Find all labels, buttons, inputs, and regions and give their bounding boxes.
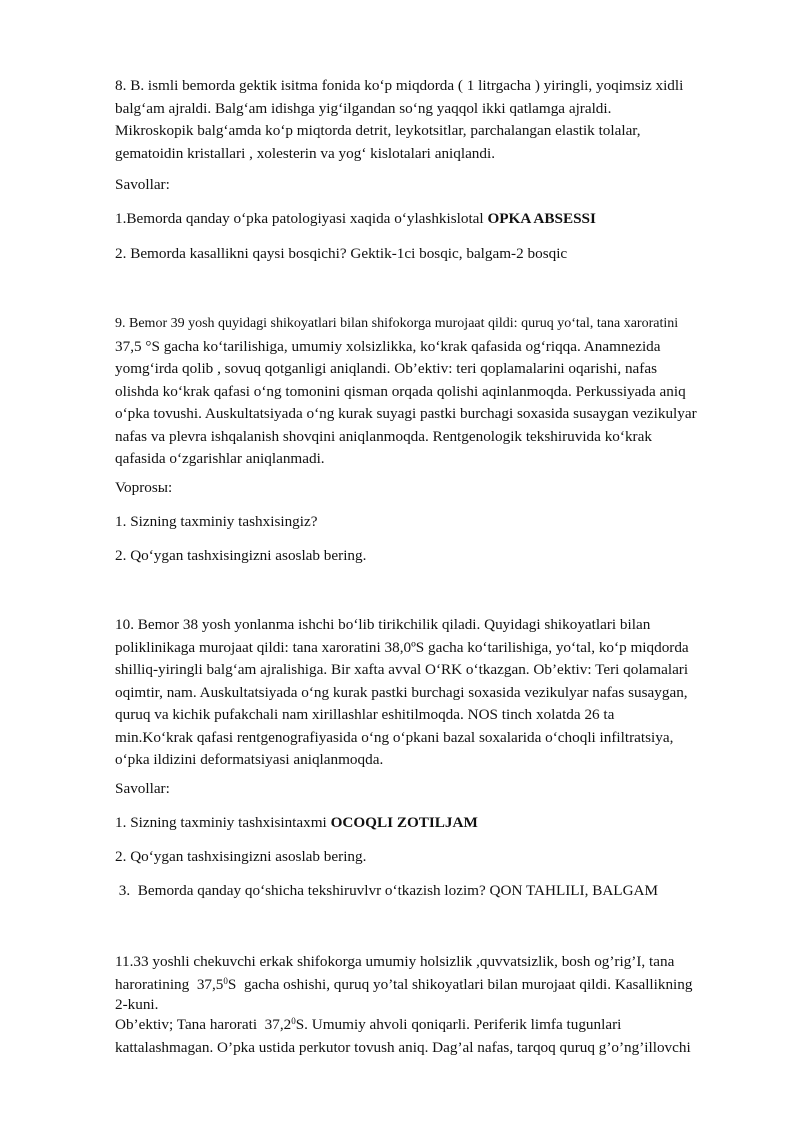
case-8-question-2: 2. Bemorda kasallikni qaysi bosqichi? Gektik-1ci bosqic, balgam-2 bosqic — [115, 245, 568, 262]
case-8-questions-heading: Savollar: — [115, 176, 170, 193]
case-8-line: 8. B. ismli bemorda gektik isitma fonida ko‘p miqdorda ( 1 litrgacha ) yiringli, yoqimsiz xidli — [115, 77, 684, 94]
case-11-text: haroratining 37,5 — [115, 975, 224, 993]
case-9-line: 9. Bemor 39 yosh quyidagi shikoyatlari bilan shifokorga murojaat qildi: quruq yo‘tal, tana xaroratini — [115, 316, 679, 331]
case-11-text: Ob’ektiv; Tana harorati 37,2 — [115, 1016, 292, 1033]
case-10-line: quruq va kichik pufakchali nam xirillashlar eshitilmoqda. NOS tinch xolatda 26 ta — [115, 706, 615, 723]
case-9-line: qafasida o‘zgarishlar aniqlanmadi. — [115, 450, 325, 467]
degree-superscript: 0 — [223, 975, 228, 986]
case-8-line: balg‘am ajraldi. Balg‘am idishga yig‘ilgandan so‘ng yaqqol ikki qatlamga ajraldi. — [115, 99, 612, 117]
case-10-line: 10. Bemor 38 yosh yonlanma ishchi bo‘lib tirikchilik qiladi. Quyidagi shikoyatlari bilan — [115, 616, 651, 633]
case-10-question-3: 3. Bemorda qanday qo‘shicha tekshiruvlvr o‘tkazish lozim? QON TAHLILI, BALGAM — [115, 882, 659, 899]
case-9-line: o‘pka tovushi. Auskultatsiyada o‘ng kurak suyagi pastki burchagi soxasida susaygan vezikulyar — [115, 405, 697, 422]
question-text: 1. Sizning taxminiy tashxisintaxmi — [115, 814, 331, 831]
answer-text: OCOQLI ZOTILJAM — [330, 814, 478, 831]
case-10-question-2: 2. Qo‘ygan tashxisingizni asoslab bering. — [115, 848, 367, 865]
case-10-line: shilliq-yiringli balg‘am ajralishiga. Bir xafta avval O‘RK o‘tkazgan. Ob’ektiv: Teri qolamalari — [115, 661, 689, 678]
case-8-line: Mikroskopik balg‘amda ko‘p miqtorda detrit, leykotsitlar, parchalangan elastik tolalar, — [115, 122, 641, 139]
case-10-description — [115, 614, 740, 772]
case-9-line: olishda ko‘krak qafasi o‘ng tomonini qisman orqada qolishi aqinlanmoqda. Perkussiyada aniq — [115, 382, 686, 400]
case-10-line: oqimtir, nam. Auskultatsiyada o‘ng kurak pastki burchagi soxasida vezikulyar nafas susaygan, — [115, 683, 688, 701]
case-11-text: S gacha oshishi, quruq yo’tal shikoyatlari bilan murojaat qildi. Kasallikning — [227, 975, 693, 993]
case-8-description — [115, 75, 740, 165]
case-11-line: 11.33 yoshli chekuvchi erkak shifokorga umumiy holsizlik ,quvvatsizlik, bosh og’rig’I, tana — [115, 953, 675, 970]
case-9-question-1: 1. Sizning taxminiy tashxisingiz? — [115, 513, 318, 530]
case-9-line: yomg‘irda qolib , sovuq qotganligi aniqlandi. Ob’ektiv: teri qoplamalarini oqarishi, nafas — [115, 360, 657, 377]
case-10-question-1 — [115, 812, 740, 835]
case-11-line: kattalashmagan. O’pka ustida perkutor tovush aniq. Dag’al nafas, tarqoq quruq g’o’ng’illovchi — [115, 1038, 691, 1056]
case-9-line: nafas va plevra ishqalanish shovqini aniqlanmoqda. Rentgenologik tekshiruvida ko‘krak — [115, 427, 652, 445]
case-11-text: S. Umumiy ahvoli qoniqarli. Periferik limfa tugunlari — [295, 1016, 622, 1033]
case-9-questions-heading: Voprosы: — [115, 479, 173, 496]
case-10-line: poliklinikaga murojaat qildi: tana xaroratini 38,0ºS gacha ko‘tarilishiga, yo‘tal, ko‘p miqdorda — [115, 638, 689, 656]
answer-text: OPKA ABSESSI — [487, 210, 596, 227]
case-11-line — [115, 974, 740, 997]
case-8-line: gematoidin kristallari , xolesterin va yog‘ kislotalari aniqlandi. — [115, 144, 496, 162]
case-10-line: o‘pka ildizini deformatsiyasi aniqlanmoqda. — [115, 751, 384, 768]
case-9-line: 37,5 °S gacha ko‘tarilishiga, umumiy xolsizlikka, ko‘krak qafasida og‘riqqa. Anamnezida — [115, 337, 661, 355]
case-11-line — [115, 1014, 740, 1037]
degree-superscript: 0 — [291, 1016, 296, 1026]
case-11-line: 2-kuni. — [115, 996, 159, 1013]
case-9-description — [115, 313, 740, 471]
question-text: 1.Bemorda qanday o‘pka patologiyasi xaqida o‘ylashkislotal — [115, 210, 488, 227]
case-10-line: min.Ko‘krak qafasi rentgenografiyasida o‘ng o‘pkani bazal soxalarida o‘choqli infiltratsiya, — [115, 728, 674, 746]
case-10-questions-heading: Savollar: — [115, 780, 170, 797]
case-9-question-2: 2. Qo‘ygan tashxisingizni asoslab bering. — [115, 547, 367, 564]
case-8-question-1 — [115, 208, 740, 231]
case-11-description — [115, 951, 740, 1059]
